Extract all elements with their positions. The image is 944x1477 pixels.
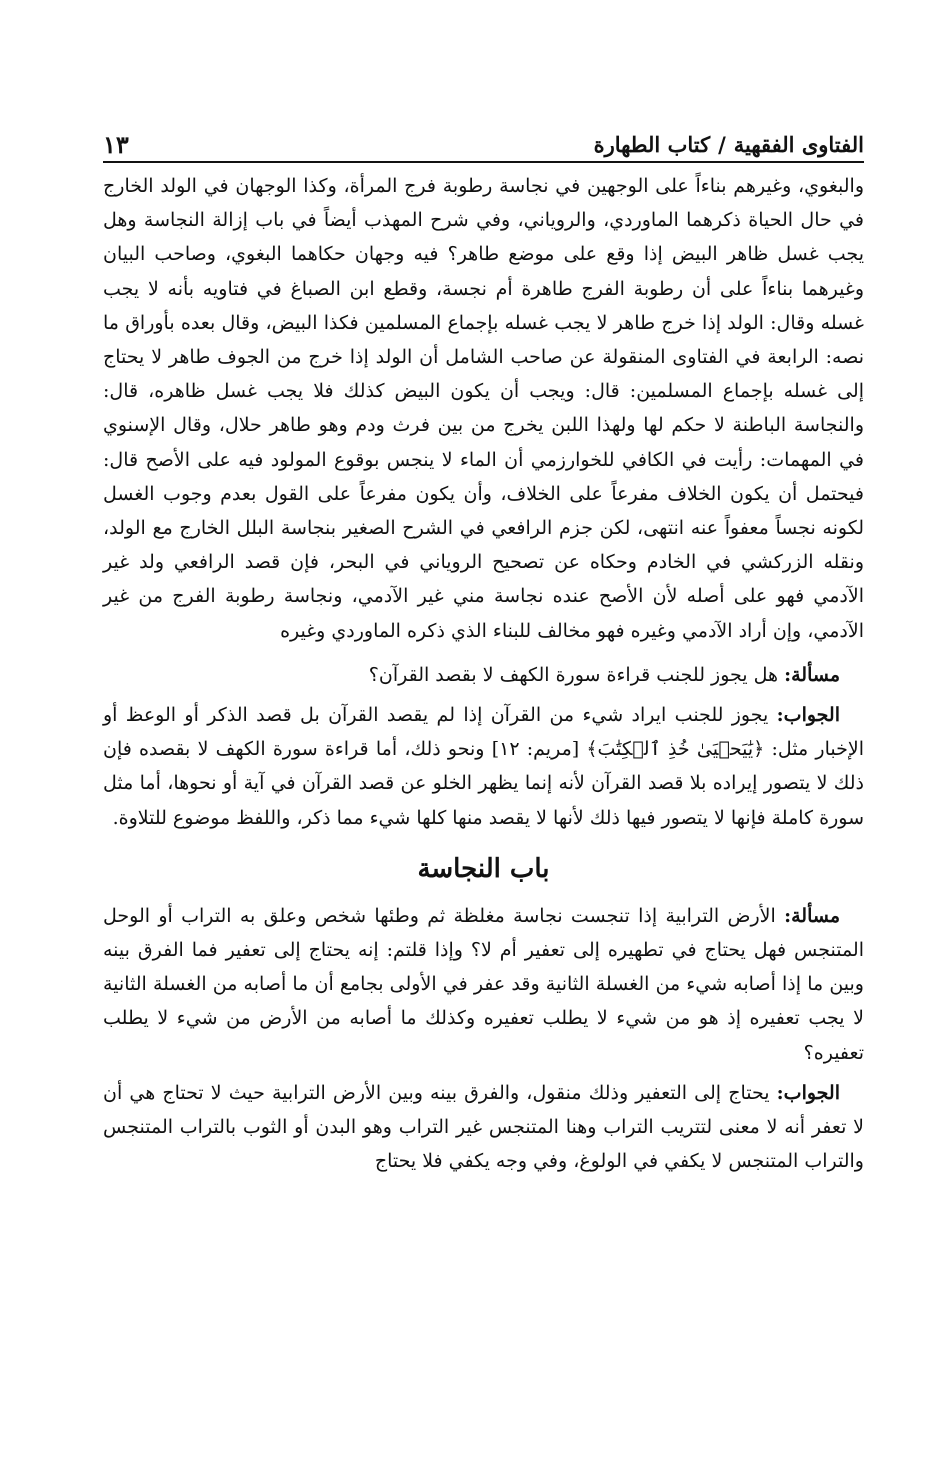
question-2 — [103, 899, 864, 1070]
header-rule — [103, 161, 864, 163]
chapter-title: كتاب الطهارة — [593, 132, 711, 157]
question-text: الأرض الترابية إذا تنجست نجاسة مغلظة ثم وطئها شخص وعلق به التراب أو الوحل المتنجس فهل يحتاج في تطهيره إلى تعفير أم لا؟ وإذا قلتم: إنه يحتاج إلى تعفير فما الفرق بينه وبين ما إذا أصابه شيء من الغسلة الثانية وقد عفر في الأولى بجامع أن ما أصابه من الغسلة الثانية لا يجب تعفيره إذ هو من شيء لا يطلب تعفيره وكذلك ما أصابه من الأرض من شيء لا يطلب تعفيره؟ — [103, 904, 864, 1064]
title-separator: / — [718, 132, 726, 157]
page-number: ١٣ — [103, 130, 129, 159]
header-title — [594, 132, 864, 158]
question-label: مسألة: — [784, 663, 840, 686]
question-1 — [103, 658, 864, 692]
book-title: الفتاوى الفقهية — [733, 132, 864, 157]
section-heading: باب النجاسة — [417, 853, 550, 884]
answer-label: الجواب: — [776, 1081, 840, 1104]
answer-1 — [103, 698, 864, 835]
spacer — [103, 648, 864, 658]
question-text: هل يجوز للجنب قراءة سورة الكهف لا بقصد القرآن؟ — [368, 663, 779, 686]
question-label: مسألة: — [784, 904, 840, 927]
answer-2 — [103, 1076, 864, 1179]
quran-quote: ﴿يَٰيَحۡيَىٰ خُذِ ٱلۡكِتَٰبَ﴾ — [586, 738, 765, 761]
paragraph-continuation: والبغوي، وغيرهم بناءاً على الوجهين في نجاسة رطوبة فرج المرأة، وكذا الوجهان في الولد الخارج في حال الحياة ذكرهما الماوردي، والروياني، وفي شرح المهذب أيضاً في باب إزالة النجاسة وهل يجب غسل ظاهر البيض إذا وقع على موضع طاهر؟ فيه وجهان حكاهما البغوي، وصاحب البيان وغيرهما بناءاً على أن رطوبة الفرج طاهرة أم نجسة، وقطع ابن الصباغ في فتاويه بأنه لا يجب غسله وقال: الولد إذا خرج طاهر لا يجب غسله بإجماع المسلمين فكذا البيض، وقال بعده بأوراق ما نصه: الرابعة في الفتاوى المنقولة عن صاحب الشامل أن الولد إذا خرج من الجوف طاهر لا يحتاج إلى غسله بإجماع المسلمين: قال: ويجب أن يكون البيض كذلك فلا يجب غسل ظاهره، قال: والنجاسة الباطنة لا حكم لها ولهذا اللبن يخرج من بين فرث ودم وهو طاهر حلال، وقال الإسنوي في المهمات: رأيت في الكافي للخوارزمي أن الماء لا ينجس بوقوع المولود فيه على الأصح قال: فيحتمل أن يكون الخلاف مفرعاً على الخلاف، وأن يكون مفرعاً على القول بعدم وجوب الغسل لكونه نجساً معفواً عنه انتهى، لكن جزم الرافعي في الشرح الصغير بنجاسة البلل الخارج مع الولد، ونقله الزركشي في الخادم وحكاه عن تصحيح الروياني في البحر، فإن قصد الرافعي ولد غير الآدمي فهو على أصله لأن الأصح عنده نجاسة مني غير الآدمي، ونجاسة رطوبة الفرج من غير الآدمي، وإن أراد الآدمي وغيره فهو مخالف للبناء الذي ذكره الماوردي وغيره — [103, 175, 864, 642]
answer-label: الجواب: — [776, 704, 840, 727]
answer-text-after: [مريم: ١٢] ونحو ذلك، أما قراءة سورة الكهف لا بقصده فإن ذلك لا يتصور إيراده بلا قصد القرآن لأنه إنما يظهر الخلو عن قصد القرآن في آية أو نحوها، أما مثل سورة كاملة فإنها لا يتصور فيها ذلك لأنها لا يقصد منها كلها شيء مما ذكر، واللفظ موضوع للتلاوة. — [103, 738, 864, 829]
answer-text-before: يجوز للجنب ايراد شيء من القرآن إذا لم يقصد القرآن بل قصد الذكر أو الوعظ أو الإخبار مثل: — [103, 704, 864, 761]
running-header — [103, 118, 864, 158]
answer-text: يحتاج إلى التعفير وذلك منقول، والفرق بينه وبين الأرض الترابية حيث لا تحتاج هي أن لا تعفر أنه لا معنى لتتريب التراب وهنا المتنجس غير التراب وهو البدن أو الثوب بالتراب المتنجس والتراب المتنجس لا يكفي في الولوغ، وفي وجه يكفي فلا يحتاج — [103, 1081, 864, 1173]
main-text — [103, 169, 864, 1178]
